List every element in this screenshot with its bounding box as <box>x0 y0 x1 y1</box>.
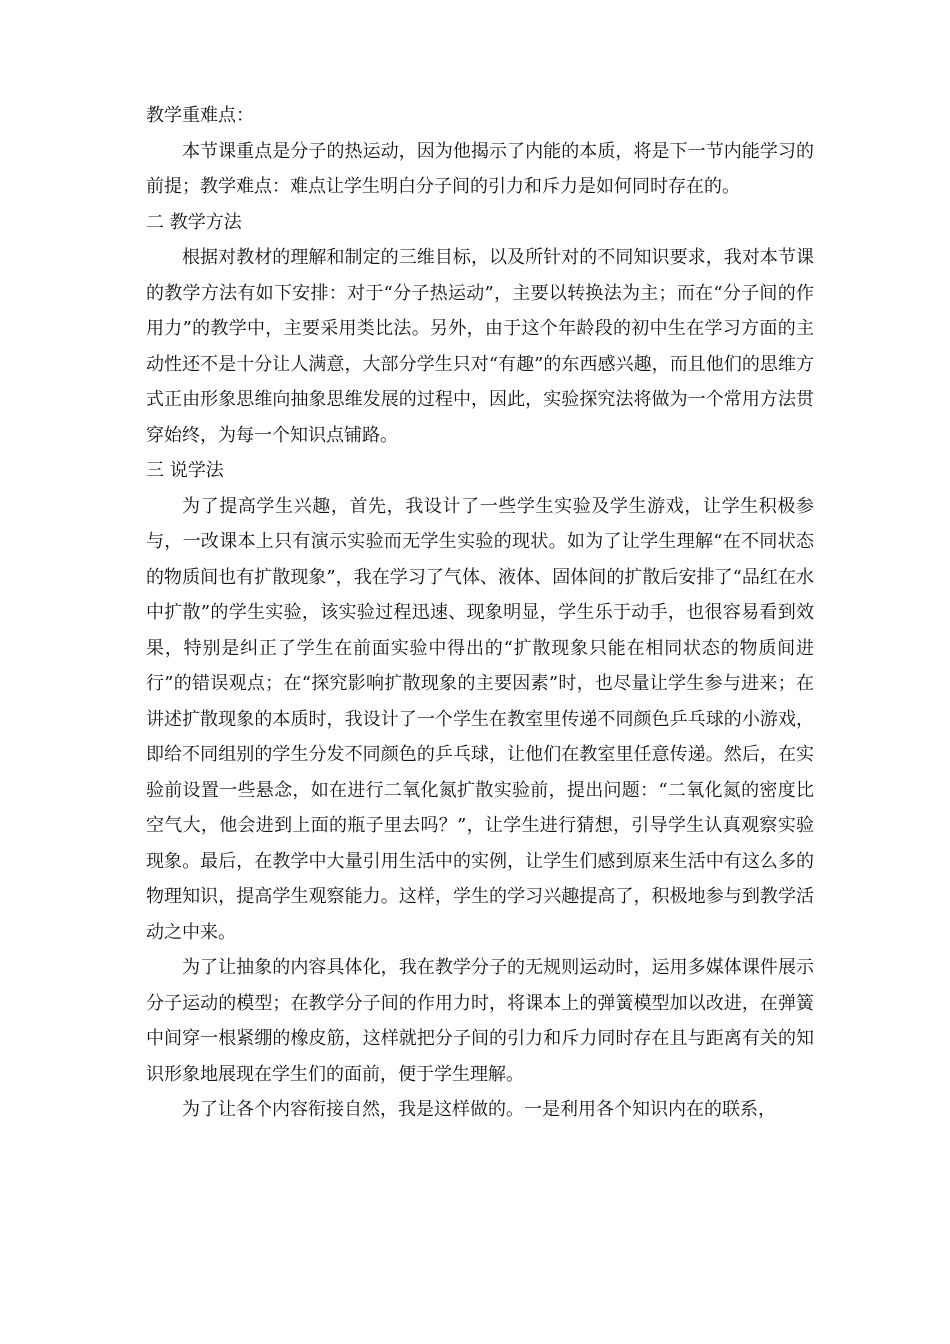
paragraph-learning-concrete: 为了让抽象的内容具体化，我在教学分子的无规则运动时，运用多媒体课件展示分子运动的模型；在教学分子间的作用力时，将课本上的弹簧模型加以改进，在弹簧中间穿一根紧绷的橡皮筋，这样就把分子间的引力和斥力同时存在且与距离有关的知识形象地展现在学生们的面前，便于学生理解。 <box>146 957 814 1085</box>
paragraph-teaching-difficulties: 本节课重点是分子的热运动，因为他揭示了内能的本质，将是下一节内能学习的前提；教学难点：难点让学生明白分子间的引力和斥力是如何同时存在的。 <box>146 140 814 197</box>
heading-teaching-methods: 二 教学方法 <box>146 211 242 233</box>
heading-teaching-difficulties: 教学重难点： <box>146 105 254 126</box>
paragraph-learning-transition: 为了让各个内容衔接自然，我是这样做的。一是利用各个知识内在的联系， <box>182 1099 776 1120</box>
document-body <box>146 98 814 1128</box>
paragraph-learning-interest: 为了提高学生兴趣，首先，我设计了一些学生实验及学生游戏，让学生积极参与，一改课本上只有演示实验而无学生实验的现状。如为了让学生理解“在不同状态的物质间也有扩散现象”，我在学习了气体、液体、固体间的扩散后安排了“品红在水中扩散”的学生实验，该实验过程迅速、现象明显，学生乐于动手，也很容易看到效果，特别是纠正了学生在前面实验中得出的“扩散现象只能在相同状态的物质间进行”的错误观点；在“探究影响扩散现象的主要因素”时，也尽量让学生参与进来；在讲述扩散现象的本质时，我设计了一个学生在教室里传递不同颜色乒乓球的小游戏，即给不同组别的学生分发不同颜色的乒乓球，让他们在教室里任意传递。然后，在实验前设置一些悬念，如在进行二氧化氮扩散实验前，提出问题：“二氧化氮的密度比空气大，他会进到上面的瓶子里去吗？”，让学生进行猜想，引导学生认真观察实验现象。最后，在教学中大量引用生活中的实例，让学生们感到原来生活中有这么多的物理知识，提高学生观察能力。这样，学生的学习兴趣提高了，积极地参与到教学活动之中来。 <box>146 495 814 943</box>
paragraph-teaching-methods: 根据对教材的理解和制定的三维目标，以及所针对的不同知识要求，我对本节课的教学方法有如下安排：对于“分子热运动”，主要以转换法为主；而在“分子间的作用力”的教学中，主要采用类比法。另外，由于这个年龄段的初中生在学习方面的主动性还不是十分让人满意，大部分学生只对“有趣”的东西感兴趣，而且他们的思维方式正由形象思维向抽象思维发展的过程中，因此，实验探究法将做为一个常用方法贯穿始终，为每一个知识点铺路。 <box>146 247 814 446</box>
heading-learning-methods: 三 说学法 <box>146 460 224 481</box>
